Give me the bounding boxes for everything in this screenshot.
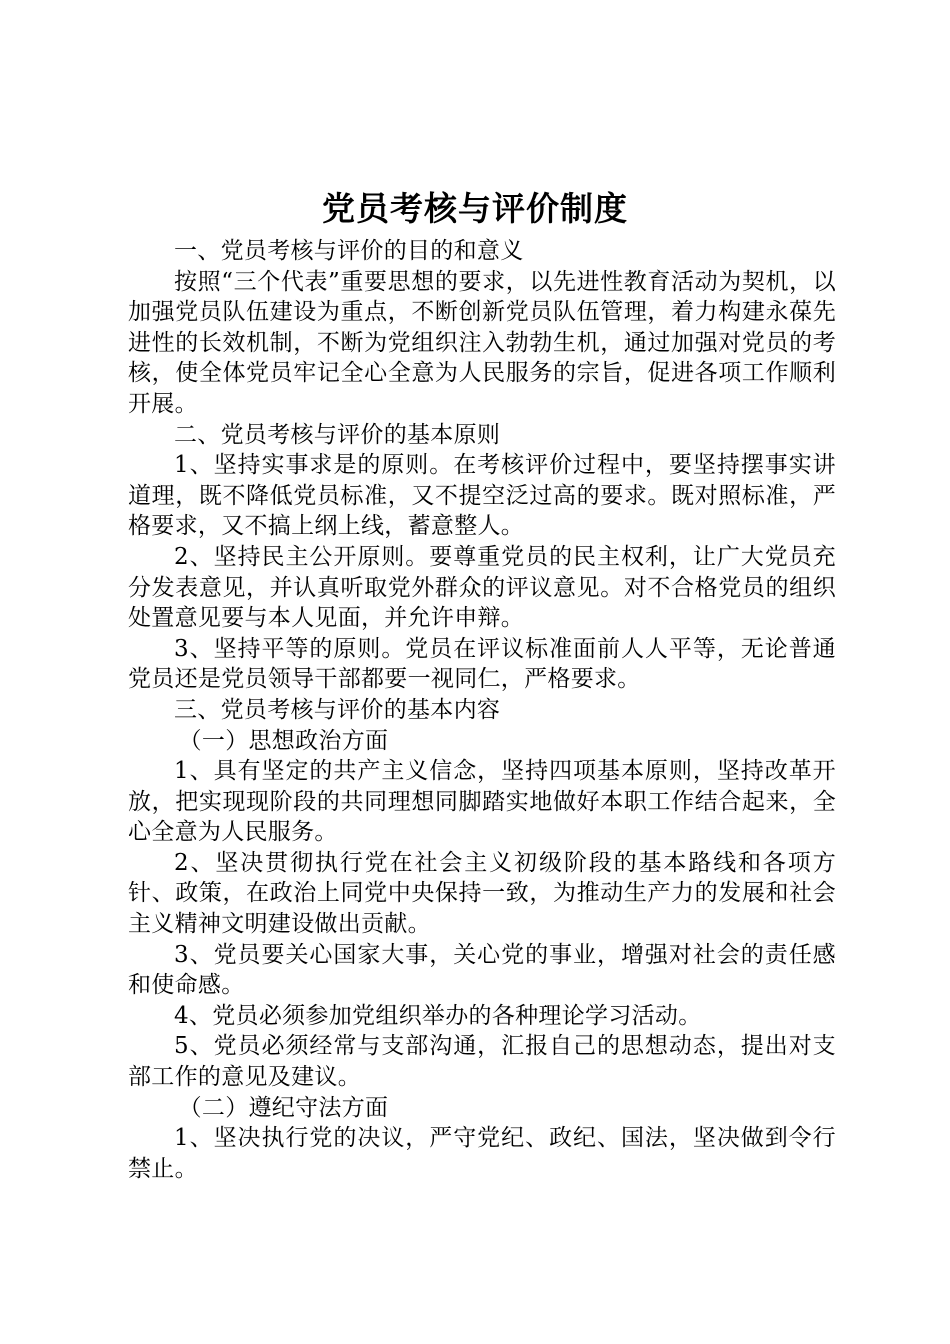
paragraph-political-1: 1、具有坚定的共产主义信念，坚持四项基本原则，坚持改革开放，把实现现阶段的共同理想同脚踏实地做好本职工作结合起来，全心全意为人民服务。 (128, 758, 836, 846)
subsection-heading-2: （二）遵纪守法方面 (178, 1094, 389, 1121)
paragraph-principle-1: 1、坚持实事求是的原则。在考核评价过程中，要坚持摆事实讲道理，既不降低党员标准，又不提空泛过高的要求。既对照标准，严格要求，又不搞上纲上线，蓄意整人。 (128, 452, 836, 540)
subsection-heading-1: （一）思想政治方面 (178, 727, 389, 754)
section-heading-2: 二、党员考核与评价的基本原则 (174, 421, 501, 448)
paragraph-principle-3: 3、坚持平等的原则。党员在评议标准面前人人平等，无论普通党员还是党员领导干部都要一视同仁，严格要求。 (128, 635, 836, 693)
section-heading-1: 一、党员考核与评价的目的和意义 (174, 238, 524, 264)
document-title: 党员考核与评价制度 (322, 189, 628, 228)
paragraph-purpose: 按照“三个代表”重要思想的要求，以先进性教育活动为契机，以加强党员队伍建设为重点，不断创新党员队伍管理，着力构建永葆先进性的长效机制，不断为党组织注入勃勃生机，通过加强对党员的考核，使全体党员牢记全心全意为人民服务的宗旨，促进各项工作顺利开展。 (128, 268, 836, 417)
section-heading-3: 三、党员考核与评价的基本内容 (174, 696, 501, 723)
paragraph-principle-2: 2、坚持民主公开原则。要尊重党员的民主权利，让广大党员充分发表意见，并认真听取党外群众的评议意见。对不合格党员的组织处置意见要与本人见面，并允许申辩。 (128, 543, 836, 632)
paragraph-political-3: 3、党员要关心国家大事，关心党的事业，增强对社会的责任感和使命感。 (128, 941, 836, 999)
paragraph-political-5: 5、党员必须经常与支部沟通，汇报自己的思想动态，提出对支部工作的意见及建议。 (128, 1033, 836, 1091)
paragraph-political-4: 4、党员必须参加党组织举办的各种理论学习活动。 (174, 1002, 702, 1029)
paragraph-discipline-1: 1、坚决执行党的决议，严守党纪、政纪、国法，坚决做到令行禁止。 (128, 1125, 836, 1182)
paragraph-political-2: 2、坚决贯彻执行党在社会主义初级阶段的基本路线和各项方针、政策，在政治上同党中央保持一致，为推动生产力的发展和社会主义精神文明建设做出贡献。 (128, 849, 836, 938)
document-body (128, 236, 836, 1184)
